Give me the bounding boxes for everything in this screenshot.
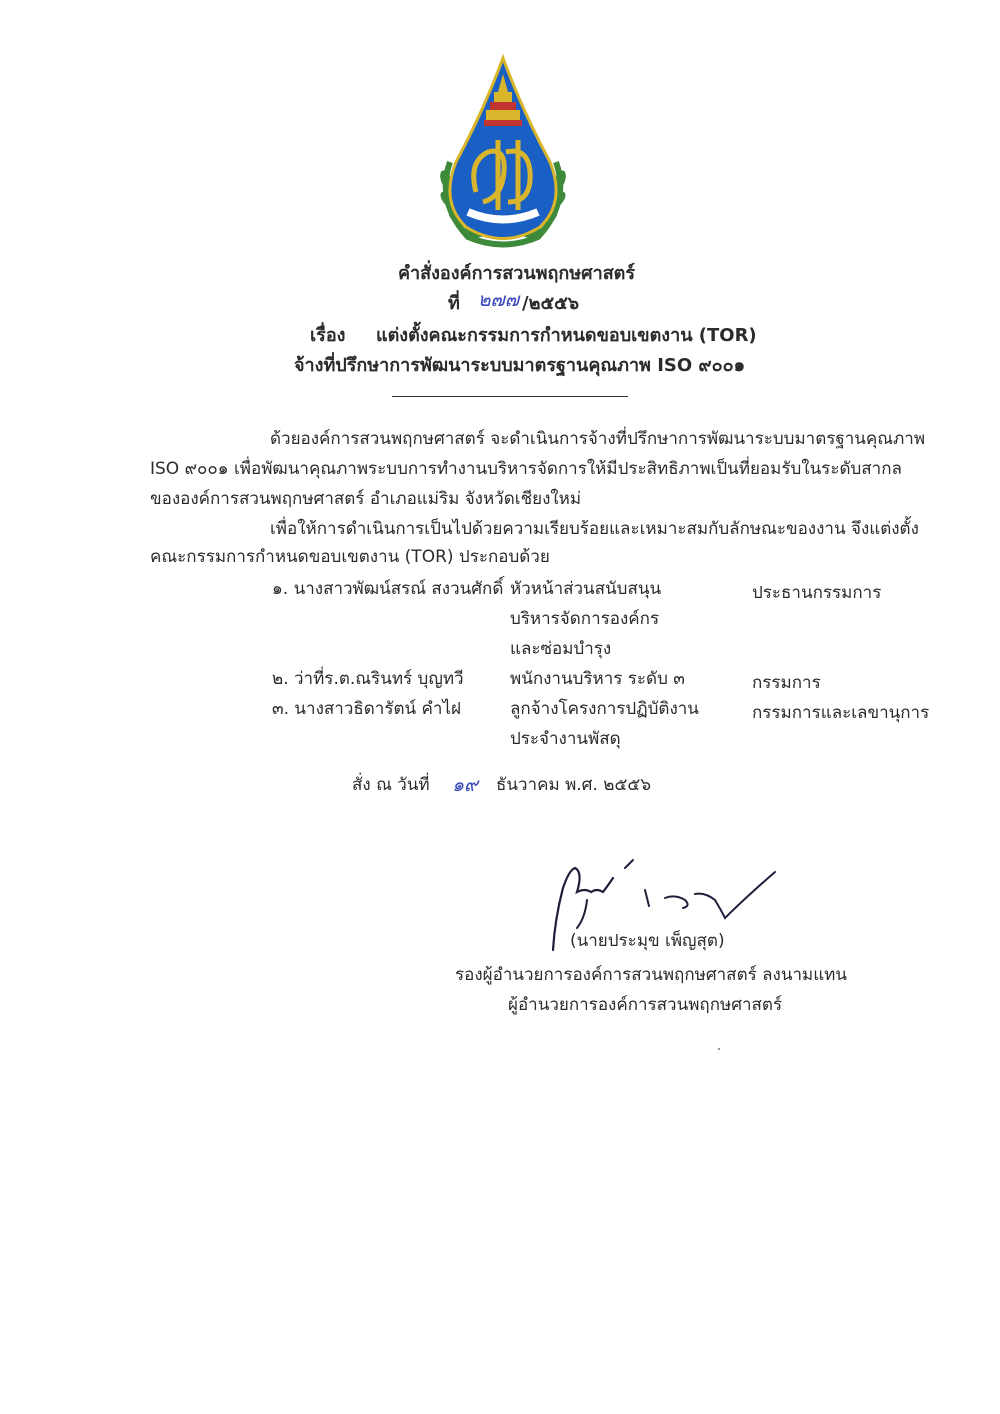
signer-title-line-1: รองผู้อำนวยการองค์การสวนพฤกษศาสตร์ ลงนามแทน [455, 965, 848, 985]
paragraph-2-line-2: คณะกรรมการกำหนดขอบเขตงาน (TOR) ประกอบด้วย [150, 547, 550, 567]
member-position: ลูกจ้างโครงการปฏิบัติงาน [510, 699, 699, 719]
date-rest: ธันวาคม พ.ศ. ๒๕๕๖ [496, 775, 652, 795]
paragraph-2-line-1: เพื่อให้การดำเนินการเป็นไปด้วยความเรียบร้อยและเหมาะสมกับลักษณะของงาน จึงแต่งตั้ง [270, 519, 919, 539]
paragraph-1-line-2: ISO ๙๐๐๑ เพื่อพัฒนาคุณภาพระบบการทำงานบริหารจัดการให้มีประสิทธิภาพเป็นที่ยอมรับในระดับสากล [150, 459, 902, 479]
order-number-suffix: /๒๕๕๖ [522, 293, 580, 314]
paragraph-1-line-1: ด้วยองค์การสวนพฤกษศาสตร์ จะดำเนินการจ้างที่ปรึกษาการพัฒนาระบบมาตรฐานคุณภาพ [270, 429, 926, 449]
organization-logo [428, 52, 578, 252]
subject-label: เรื่อง [310, 325, 346, 346]
member-name: ๓. นางสาวธิดารัตน์ คำไฝ [272, 699, 461, 719]
date-prefix: สั่ง ณ วันที่ [352, 775, 430, 795]
subject-line-1: แต่งตั้งคณะกรรมการกำหนดขอบเขตงาน (TOR) [376, 325, 757, 346]
signer-title-line-2: ผู้อำนวยการองค์การสวนพฤกษศาสตร์ [508, 995, 783, 1015]
member-position: ประจำงานพัสดุ [510, 729, 621, 749]
order-title: คำสั่งองค์การสวนพฤกษศาสตร์ [398, 263, 636, 284]
member-role: กรรมการ [752, 673, 821, 693]
date-day-handwritten: ๑๙ [452, 774, 478, 796]
member-position: พนักงานบริหาร ระดับ ๓ [510, 669, 685, 689]
member-name: ๑. นางสาวพัฒน์สรณ์ สงวนศักดิ์ [272, 579, 504, 599]
member-position: หัวหน้าส่วนสนับสนุน [510, 579, 662, 599]
member-role: กรรมการและเลขานุการ [752, 703, 930, 723]
header-divider [392, 396, 628, 397]
paragraph-1-line-3: ขององค์การสวนพฤกษศาสตร์ อำเภอแม่ริม จังหวัดเชียงใหม่ [150, 489, 582, 509]
member-position: บริหารจัดการองค์กร [510, 609, 660, 629]
order-number-prefix: ที่ [448, 293, 460, 314]
member-role: ประธานกรรมการ [752, 583, 882, 603]
signer-name: (นายประมุข เพ็ญสุต) [570, 931, 725, 951]
subject-line-2: จ้างที่ปรึกษาการพัฒนาระบบมาตรฐานคุณภาพ ISO ๙๐๐๑ [294, 355, 746, 376]
scan-speck [718, 1048, 720, 1050]
order-number-handwritten: ๒๗๗ [478, 289, 520, 311]
member-name: ๒. ว่าที่ร.ต.ณรินทร์ บุญทวี [272, 669, 464, 689]
member-position: และซ่อมบำรุง [510, 639, 612, 659]
